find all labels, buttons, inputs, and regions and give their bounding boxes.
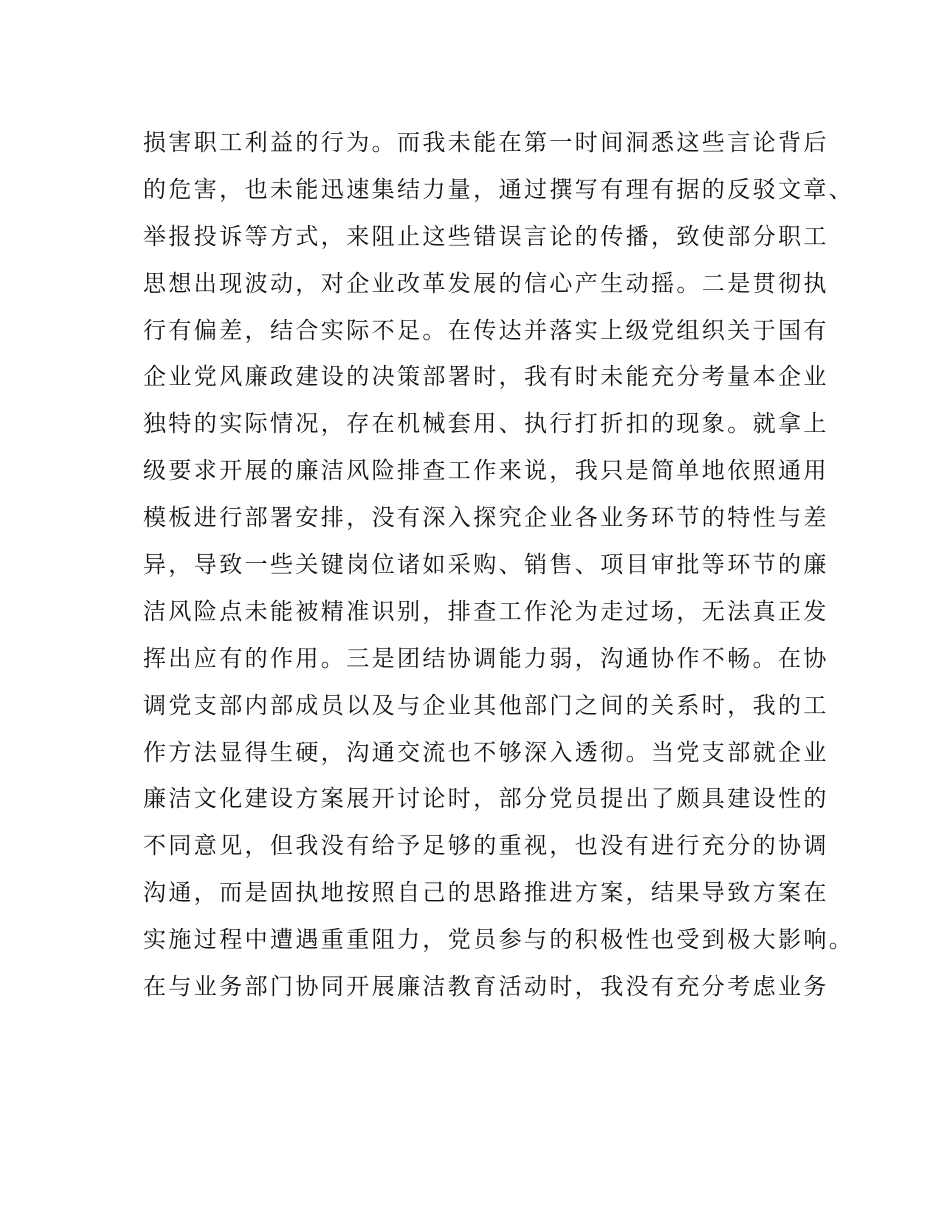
text-line: 思想出现波动，对企业改革发展的信心产生动摇。二是贯彻执	[143, 270, 829, 297]
text-line: 的危害，也未能迅速集结力量，通过撰写有理有据的反驳文章、	[143, 176, 855, 203]
text-line: 异，导致一些关键岗位诸如采购、销售、项目审批等环节的廉	[143, 552, 829, 579]
text-line: 廉洁文化建设方案展开讨论时，部分党员提出了颇具建设性的	[143, 786, 829, 813]
text-line: 企业党风廉政建设的决策部署时，我有时未能充分考量本企业	[143, 364, 829, 391]
text-line: 洁风险点未能被精准识别，排查工作沦为走过场，无法真正发	[143, 598, 829, 625]
text-line: 实施过程中遭遇重重阻力，党员参与的积极性也受到极大影响。	[143, 927, 855, 954]
text-line: 沟通，而是固执地按照自己的思路推进方案，结果导致方案在	[143, 880, 829, 907]
text-line: 不同意见，但我没有给予足够的重视，也没有进行充分的协调	[143, 833, 829, 860]
text-line: 调党支部内部成员以及与企业其他部门之间的关系时，我的工	[143, 692, 829, 719]
text-line: 挥出应有的作用。三是团结协调能力弱，沟通协作不畅。在协	[143, 645, 829, 672]
text-line: 独特的实际情况，存在机械套用、执行打折扣的现象。就拿上	[143, 411, 829, 438]
text-line: 模板进行部署安排，没有深入探究企业各业务环节的特性与差	[143, 505, 829, 532]
text-line: 损害职工利益的行为。而我未能在第一时间洞悉这些言论背后	[143, 130, 829, 156]
text-line: 作方法显得生硬，沟通交流也不够深入透彻。当党支部就企业	[143, 739, 829, 766]
text-line: 行有偏差，结合实际不足。在传达并落实上级党组织关于国有	[143, 317, 829, 344]
text-line: 举报投诉等方式，来阻止这些错误言论的传播，致使部分职工	[143, 223, 829, 250]
text-line: 在与业务部门协同开展廉洁教育活动时，我没有充分考虑业务	[143, 974, 829, 1001]
body-text	[143, 120, 855, 1011]
text-line: 级要求开展的廉洁风险排查工作来说，我只是简单地依照通用	[143, 458, 829, 485]
